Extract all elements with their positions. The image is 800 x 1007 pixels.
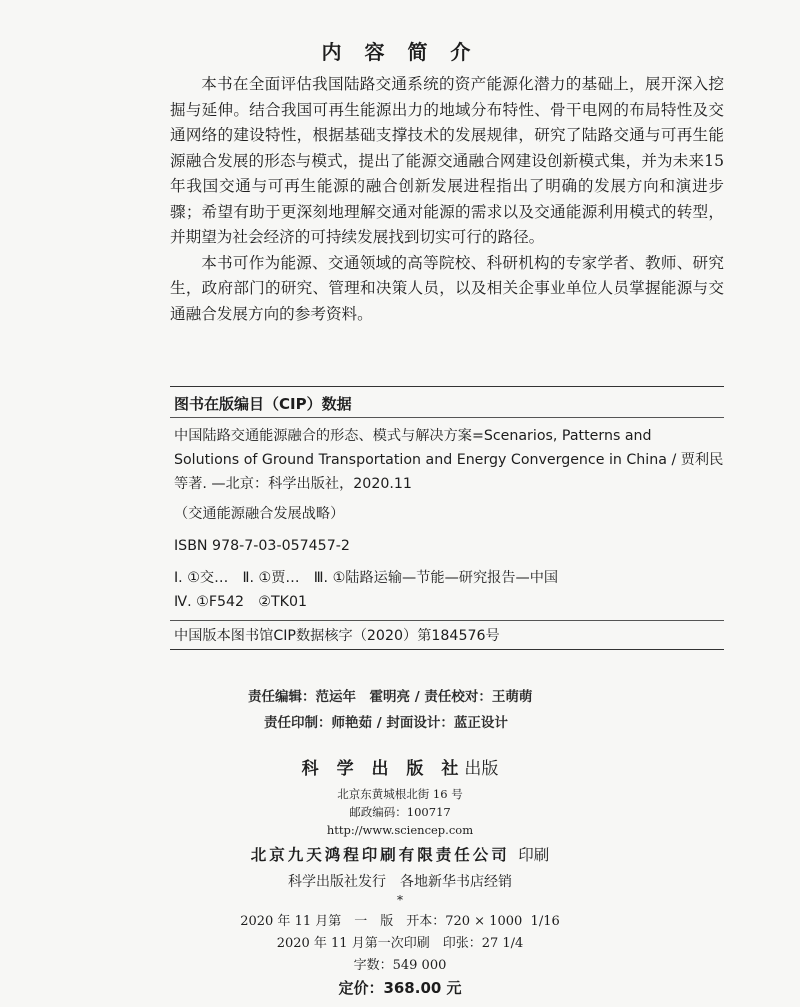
cip-record-number: 中国版本图书馆CIP数据核字（2020）第184576号 — [170, 620, 724, 650]
price: 定价：368.00 元 — [338, 979, 462, 997]
cip-isbn: ISBN 978-7-03-057457-2 — [174, 538, 350, 554]
cip-classification-2: Ⅳ. ①F542 ②TK01 — [174, 594, 308, 610]
edition-line: 2020 年 11 月第 一 版 开本：720 × 1000 1/16 — [240, 914, 560, 929]
publisher-name: 科 学 出 版 社 — [301, 759, 465, 779]
cip-heading: 图书在版编目（CIP）数据 — [174, 395, 352, 413]
editorial-staff — [0, 684, 800, 736]
summary-paragraph-2: 本书可作为能源、交通领域的高等院校、科研机构的专家学者、教师、研究生，政府部门的研究、管理和决策人员，以及相关企事业单位人员掌握能源与交通融合发展方向的参考资料。 — [170, 253, 724, 323]
cip-classification-1: Ⅰ. ①交… Ⅱ. ①贾… Ⅲ. ①陆路运输—节能—研究报告—中国 — [174, 570, 559, 586]
edition-block — [0, 911, 800, 977]
printing-line: 2020 年 11 月第一次印刷 印张：27 1/4 — [276, 936, 524, 951]
page-title: 内 容 简 介 — [321, 40, 479, 64]
distribution-line: 科学出版社发行 各地新华书店经销 — [288, 874, 512, 890]
cip-title-line-1: 中国陆路交通能源融合的形态、模式与解决方案=Scenarios, Patterns and — [174, 428, 652, 444]
summary-paragraph-1: 本书在全面评估我国陆路交通系统的资产能源化潜力的基础上，展开深入挖掘与延伸。结合我国可再生能源出力的地域分布特性、骨干电网的布局特性及交通网络的建设特性，根据基础支撑技术的发展规律，研究了陆路交通与可再生能源融合发展的形态与模式，提出了能源交通融合网建设创新模式集，并为未来15年我国交通与可再生能源的融合创新发展进程指出了明确的发展方向和演进步骤；希望有助于更深刻地理解交通对能源的需求以及交通能源利用模式的转型，并期望为社会经济的可持续发展找到切实可行的路径。 — [170, 75, 724, 246]
publisher-postcode: 邮政编码：100717 — [349, 805, 451, 819]
publisher-address-block — [0, 785, 800, 839]
staff-row-editors: 责任编辑：范运年 霍明亮 / 责任校对：王萌萌 — [248, 689, 533, 705]
publisher-line — [0, 754, 800, 779]
content-summary — [170, 72, 724, 327]
publication-info — [0, 754, 800, 998]
cip-body — [170, 417, 724, 614]
separator-star: * — [397, 893, 403, 907]
cip-series: （交通能源融合发展战略） — [174, 506, 345, 522]
word-count: 字数：549 000 — [353, 958, 447, 973]
printer-line — [0, 843, 800, 865]
publisher-suffix: 出版 — [464, 759, 499, 779]
printer-suffix: 印刷 — [518, 846, 550, 864]
publisher-website: http://www.sciencep.com — [326, 823, 474, 837]
cip-data-block — [170, 386, 724, 650]
staff-row-production: 责任印制：师艳茹 / 封面设计：蓝正设计 — [264, 715, 508, 731]
publisher-address: 北京东黄城根北街 16 号 — [337, 787, 463, 801]
printer-name: 北京九天鸿程印刷有限责任公司 — [250, 845, 510, 864]
cip-title-line-3: 等著. —北京：科学出版社，2020.11 — [174, 476, 412, 492]
cip-title-line-2: Solutions of Ground Transportation and Energy Convergence in China / 贾利民 — [174, 452, 724, 468]
